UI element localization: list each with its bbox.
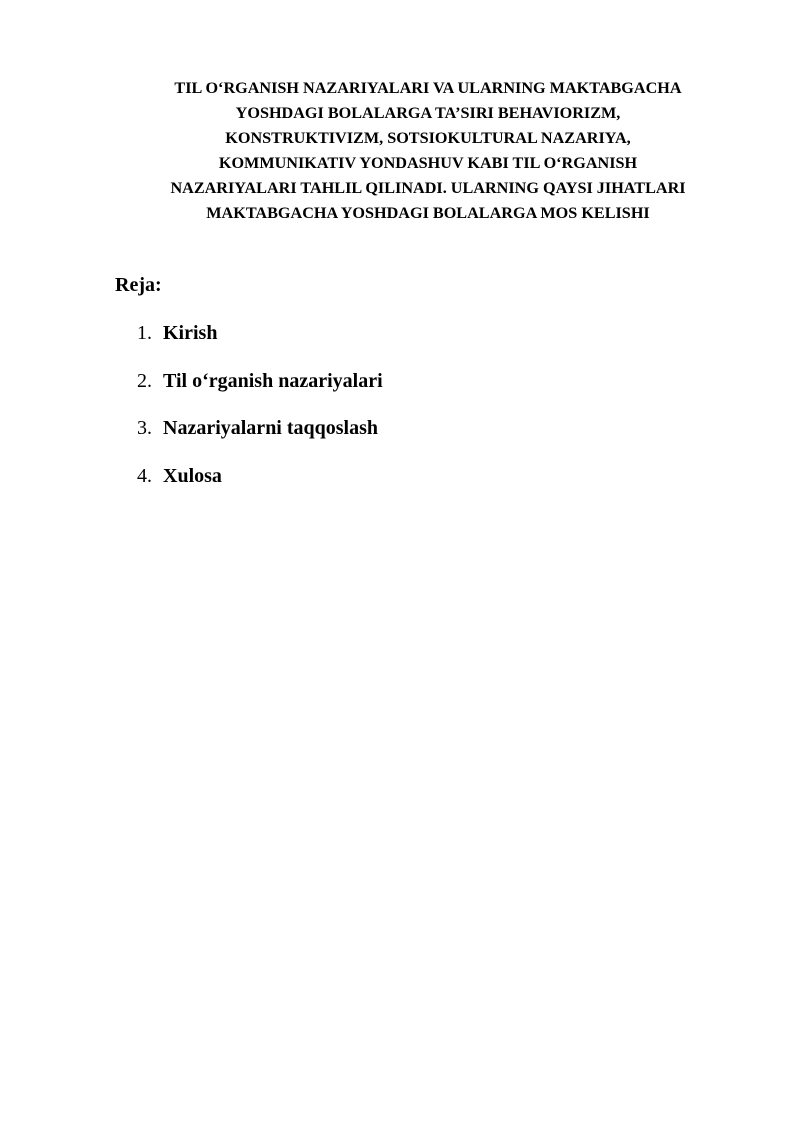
title-line-6: MAKTABGACHA YOSHDAGI BOLALARGA MOS KELISHI <box>206 204 650 222</box>
plan-item-text: Nazariyalarni taqqoslash <box>163 417 379 440</box>
plan-item-number: 4. <box>137 465 152 488</box>
plan-item-number: 1. <box>137 322 152 344</box>
title-line-1: TIL O‘RGANISH NAZARIYALARI VA ULARNING MAKTABGACHA <box>174 79 682 97</box>
plan-item-number: 2. <box>137 369 152 392</box>
plan-item-introduction <box>137 319 383 367</box>
title-line-3: KONSTRUKTIVIZM, SOTSIOKULTURAL NAZARIYA, <box>225 129 631 147</box>
document-title <box>110 76 746 226</box>
plan-item-comparison <box>137 414 383 462</box>
plan-item-text: Kirish <box>163 322 218 344</box>
plan-item-theories <box>137 367 383 415</box>
plan-item-conclusion <box>137 462 383 510</box>
title-line-2: YOSHDAGI BOLALARGA TA’SIRI BEHAVIORIZM, <box>235 104 621 122</box>
plan-item-text: Til o‘rganish nazariyalari <box>163 369 383 392</box>
plan-heading: Reja: <box>115 274 162 296</box>
plan-item-text: Xulosa <box>163 465 222 488</box>
title-line-5: NAZARIYALARI TAHLIL QILINADI. ULARNING QAYSI JIHATLARI <box>170 179 686 197</box>
plan-list <box>137 319 383 510</box>
title-line-4: KOMMUNIKATIV YONDASHUV KABI TIL O‘RGANISH <box>218 154 638 172</box>
plan-item-number: 3. <box>137 417 152 440</box>
